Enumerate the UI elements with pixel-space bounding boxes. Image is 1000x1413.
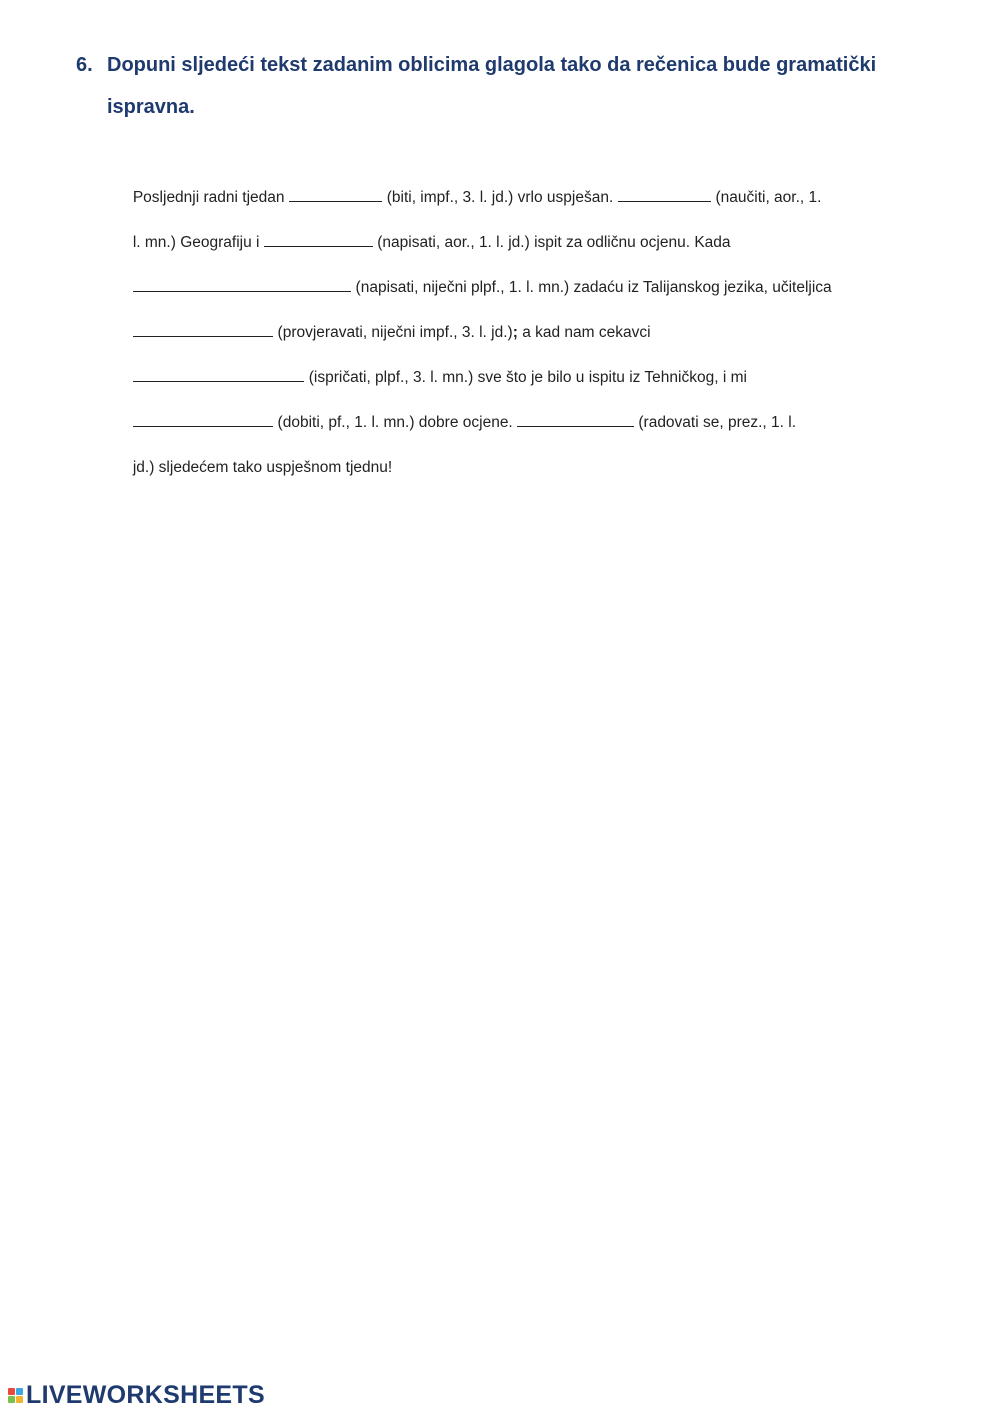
blank-input[interactable] (264, 230, 373, 247)
blank-input[interactable] (618, 185, 712, 202)
logo-block (16, 1388, 23, 1395)
text-segment: Posljednji radni tjedan (132, 189, 289, 206)
text-segment: (naučiti, aor., 1. (711, 189, 822, 206)
blank-input[interactable] (133, 410, 273, 427)
text-segment: (biti, impf., 3. l. jd.) vrlo uspješan. (382, 189, 618, 206)
question-6 (76, 44, 906, 476)
text-segment: a kad nam cekavci (517, 324, 651, 341)
exercise-text (107, 130, 906, 476)
logo-block (8, 1396, 15, 1403)
text-segment: l. mn.) Geografiju i (132, 234, 264, 251)
blank-input[interactable] (517, 410, 634, 427)
text-segment: (napisati, aor., 1. l. jd.) ispit za odličnu ocjenu. Kada (372, 234, 731, 251)
semicolon: ; (512, 324, 518, 341)
text-segment: (dobiti, pf., 1. l. mn.) dobre ocjene. (273, 414, 518, 431)
question-title: Dopuni sljedeći tekst zadanim oblicima glagola tako da rečenica bude gramatički ispravna. (107, 54, 877, 118)
blank-input[interactable] (133, 320, 273, 337)
text-segment: jd.) sljedećem tako uspješnom tjednu! (132, 459, 393, 476)
text-segment: (provjeravati, niječni impf., 3. l. jd.) (273, 324, 513, 341)
text-segment: (radovati se, prez., 1. l. (634, 414, 797, 431)
blank-input[interactable] (289, 185, 383, 202)
blank-input[interactable] (133, 275, 351, 292)
blank-input[interactable] (133, 365, 305, 382)
question-number: 6. (76, 54, 93, 76)
logo-block (8, 1388, 15, 1395)
text-segment: (napisati, niječni plpf., 1. l. mn.) zadaću iz Talijanskog jezika, učiteljica (351, 279, 832, 296)
logo-text: LIVEWORKSHEETS (26, 1380, 265, 1409)
text-segment: (ispričati, plpf., 3. l. mn.) sve što je bilo u ispitu iz Tehničkog, i mi (304, 369, 747, 386)
liveworksheets-logo (8, 1380, 265, 1410)
question-heading (76, 44, 906, 128)
text-line (107, 130, 906, 206)
logo-block (16, 1396, 23, 1403)
logo-blocks-icon (8, 1388, 23, 1403)
